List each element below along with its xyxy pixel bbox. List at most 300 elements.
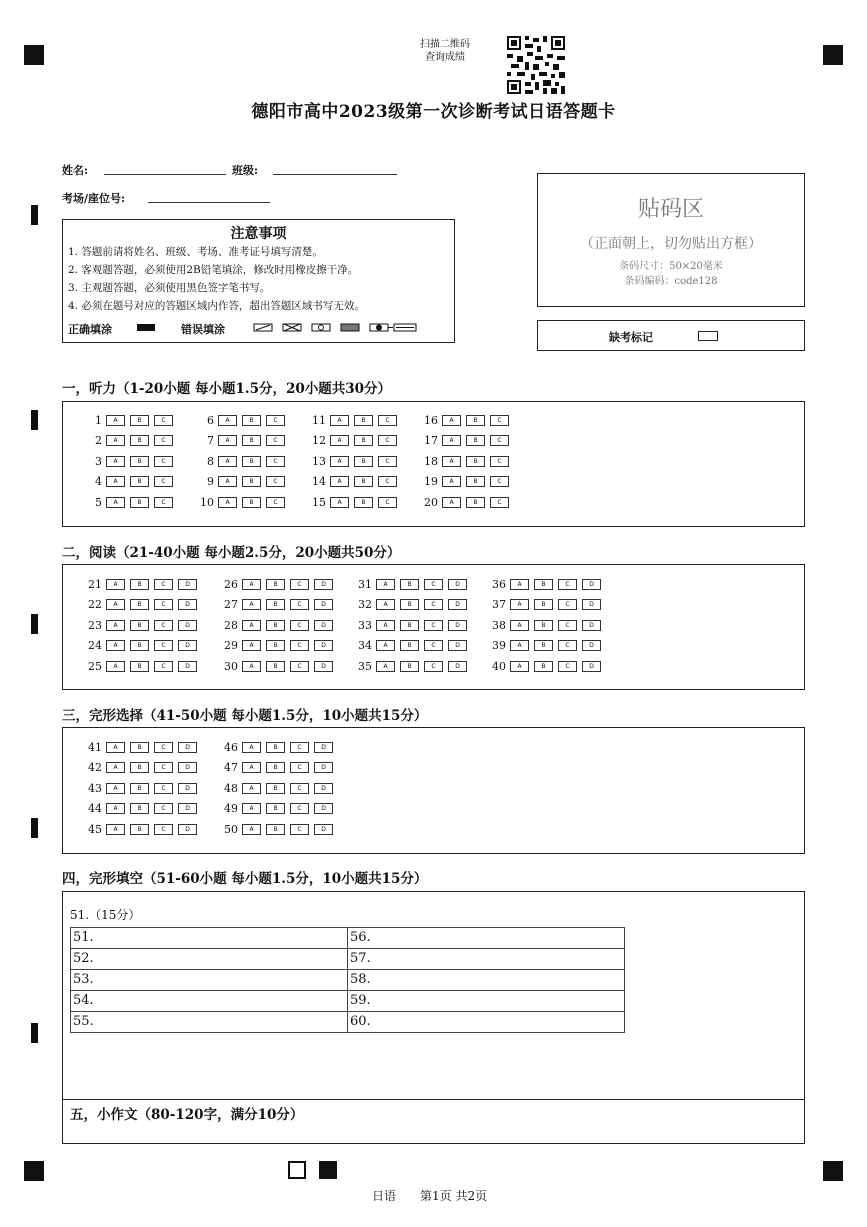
class-field[interactable]	[273, 174, 397, 175]
question-row	[482, 619, 606, 631]
answer-bubble-c[interactable]: C	[154, 456, 173, 467]
question-number: 12	[312, 434, 326, 448]
answer-bubble-b[interactable]: B	[534, 599, 553, 610]
question-row	[414, 476, 514, 488]
notice-line: 4. 必须在题号对应的答题区域内作答，超出答题区域书写无效。	[68, 300, 365, 312]
question-number: 43	[88, 781, 102, 795]
question-row	[482, 640, 606, 652]
absent-mark-box	[537, 320, 805, 351]
wrong-fill-label: 错误填涂	[181, 323, 225, 336]
answer-bubble-a[interactable]: A	[242, 762, 261, 773]
answer-bubble-a[interactable]: A	[442, 435, 461, 446]
answer-bubble-b[interactable]: B	[400, 640, 419, 651]
question-row	[302, 414, 402, 426]
answer-bubble-c[interactable]: C	[424, 599, 443, 610]
answer-bubble-d[interactable]: D	[178, 661, 197, 672]
question-row	[78, 619, 202, 631]
answer-bubble-a[interactable]: A	[510, 579, 529, 590]
answer-bubble-d[interactable]: D	[448, 620, 467, 631]
answer-bubble-d[interactable]: D	[582, 599, 601, 610]
answer-bubble-c[interactable]: C	[154, 824, 173, 835]
answer-bubble-c[interactable]: C	[266, 456, 285, 467]
question-number: 19	[424, 475, 438, 489]
question-row	[214, 782, 338, 794]
answer-bubble-b[interactable]: B	[354, 497, 373, 508]
answer-bubble-a[interactable]: A	[376, 661, 395, 672]
question-row	[414, 435, 514, 447]
answer-bubble-d[interactable]: D	[178, 824, 197, 835]
question-number: 44	[88, 802, 102, 816]
answer-bubble-b[interactable]: B	[354, 456, 373, 467]
fill-cell[interactable]: 52.	[71, 949, 348, 970]
answer-bubble-d[interactable]: D	[448, 579, 467, 590]
question-number: 47	[224, 761, 238, 775]
question-number: 25	[88, 659, 102, 673]
table-row	[71, 928, 625, 949]
answer-bubble-a[interactable]: A	[242, 661, 261, 672]
answer-bubble-c[interactable]: C	[290, 661, 309, 672]
answer-bubble-d[interactable]: D	[314, 824, 333, 835]
answer-bubble-c[interactable]: C	[378, 476, 397, 487]
answer-bubble-d[interactable]: D	[448, 661, 467, 672]
answer-bubble-b[interactable]: B	[466, 456, 485, 467]
answer-bubble-a[interactable]: A	[218, 456, 237, 467]
answer-bubble-b[interactable]: B	[130, 579, 149, 590]
question-number: 23	[88, 618, 102, 632]
answer-bubble-b[interactable]: B	[466, 435, 485, 446]
answer-bubble-c[interactable]: C	[558, 599, 577, 610]
answer-bubble-a[interactable]: A	[376, 579, 395, 590]
question-row	[482, 578, 606, 590]
sticker-size: 条码尺寸：50×20毫米	[619, 261, 723, 272]
question-number: 34	[358, 639, 372, 653]
answer-bubble-c[interactable]: C	[154, 435, 173, 446]
answer-bubble-a[interactable]: A	[106, 762, 125, 773]
answer-bubble-b[interactable]: B	[266, 599, 285, 610]
answer-bubble-c[interactable]: C	[154, 803, 173, 814]
question-row	[78, 455, 178, 467]
question-row	[190, 414, 290, 426]
answer-bubble-d[interactable]: D	[314, 762, 333, 773]
question-row	[214, 823, 338, 835]
answer-bubble-a[interactable]: A	[442, 476, 461, 487]
answer-bubble-a[interactable]: A	[242, 640, 261, 651]
answer-bubble-b[interactable]: B	[266, 783, 285, 794]
answer-bubble-a[interactable]: A	[510, 640, 529, 651]
answer-bubble-c[interactable]: C	[266, 497, 285, 508]
answer-bubble-c[interactable]: C	[490, 497, 509, 508]
answer-bubble-d[interactable]: D	[178, 803, 197, 814]
question-number: 3	[95, 454, 102, 468]
answer-bubble-a[interactable]: A	[106, 803, 125, 814]
answer-bubble-a[interactable]: A	[330, 456, 349, 467]
timing-mark	[31, 614, 38, 634]
answer-bubble-d[interactable]: D	[178, 579, 197, 590]
answer-bubble-d[interactable]: D	[178, 742, 197, 753]
answer-bubble-c[interactable]: C	[558, 640, 577, 651]
section-cloze-choice-title: 三，完形选择（41-50小题 每小题1.5分，10小题共15分）	[62, 708, 428, 724]
answer-bubble-b[interactable]: B	[534, 579, 553, 590]
answer-bubble-a[interactable]: A	[242, 824, 261, 835]
notice-line: 3. 主观题答题，必须使用黑色签字笔书写。	[68, 282, 271, 294]
answer-bubble-b[interactable]: B	[266, 579, 285, 590]
answer-bubble-d[interactable]: D	[314, 579, 333, 590]
answer-bubble-c[interactable]: C	[154, 497, 173, 508]
answer-bubble-c[interactable]: C	[290, 803, 309, 814]
answer-bubble-d[interactable]: D	[582, 661, 601, 672]
question-number: 45	[88, 822, 102, 836]
answer-bubble-a[interactable]: A	[106, 415, 125, 426]
answer-bubble-b[interactable]: B	[130, 456, 149, 467]
answer-bubble-b[interactable]: B	[354, 435, 373, 446]
answer-bubble-b[interactable]: B	[266, 762, 285, 773]
answer-bubble-c[interactable]: C	[290, 579, 309, 590]
answer-bubble-a[interactable]: A	[242, 620, 261, 631]
qr-code-icon	[507, 36, 565, 94]
answer-bubble-a[interactable]: A	[330, 476, 349, 487]
answer-bubble-a[interactable]: A	[106, 579, 125, 590]
answer-bubble-b[interactable]: B	[130, 640, 149, 651]
answer-bubble-a[interactable]: A	[242, 783, 261, 794]
answer-bubble-d[interactable]: D	[582, 579, 601, 590]
answer-bubble-a[interactable]: A	[510, 599, 529, 610]
answer-bubble-a[interactable]: A	[106, 783, 125, 794]
answer-bubble-b[interactable]: B	[400, 579, 419, 590]
answer-bubble-c[interactable]: C	[154, 742, 173, 753]
qr-caption	[405, 38, 485, 64]
section-cloze-fill-title: 四，完形填空（51-60小题 每小题1.5分，10小题共15分）	[62, 871, 428, 887]
question-number: 6	[207, 413, 214, 427]
answer-bubble-c[interactable]: C	[424, 579, 443, 590]
question-number: 18	[424, 454, 438, 468]
answer-bubble-c[interactable]: C	[154, 661, 173, 672]
question-row	[348, 599, 472, 611]
question-number: 36	[492, 577, 506, 591]
wrong-fill-samples-icon	[253, 323, 423, 333]
section-reading-title: 二，阅读（21-40小题 每小题2.5分，20小题共50分）	[62, 545, 401, 561]
answer-bubble-d[interactable]: D	[178, 783, 197, 794]
answer-bubble-b[interactable]: B	[242, 476, 261, 487]
answer-bubble-c[interactable]: C	[378, 435, 397, 446]
cloze-fill-header: 51.（15分）	[70, 908, 141, 922]
answer-bubble-a[interactable]: A	[218, 497, 237, 508]
answer-bubble-a[interactable]: A	[218, 415, 237, 426]
answer-bubble-a[interactable]: A	[106, 497, 125, 508]
question-row	[78, 660, 202, 672]
question-row	[214, 578, 338, 590]
answer-bubble-a[interactable]: A	[510, 661, 529, 672]
question-row	[78, 435, 178, 447]
sticker-subtitle: （正面朝上，切勿贴出方框）	[580, 236, 762, 252]
question-row	[78, 599, 202, 611]
question-number: 21	[88, 577, 102, 591]
timing-mark	[31, 410, 38, 430]
answer-bubble-a[interactable]: A	[442, 415, 461, 426]
answer-bubble-c[interactable]: C	[154, 599, 173, 610]
answer-bubble-d[interactable]: D	[178, 762, 197, 773]
answer-bubble-c[interactable]: C	[290, 824, 309, 835]
name-field[interactable]	[104, 174, 226, 175]
answer-bubble-a[interactable]: A	[106, 435, 125, 446]
question-row	[78, 640, 202, 652]
question-number: 1	[95, 413, 102, 427]
fill-cell[interactable]: 59.	[348, 991, 625, 1012]
answer-bubble-a[interactable]: A	[106, 640, 125, 651]
footer-subject: 日语	[372, 1189, 397, 1203]
question-row	[302, 455, 402, 467]
answer-bubble-b[interactable]: B	[130, 415, 149, 426]
answer-bubble-b[interactable]: B	[466, 476, 485, 487]
answer-bubble-b[interactable]: B	[266, 661, 285, 672]
answer-bubble-b[interactable]: B	[242, 497, 261, 508]
answer-bubble-d[interactable]: D	[178, 599, 197, 610]
question-row	[348, 640, 472, 652]
answer-bubble-c[interactable]: C	[490, 435, 509, 446]
fill-cell[interactable]: 53.	[71, 970, 348, 991]
answer-bubble-a[interactable]: A	[218, 476, 237, 487]
answer-bubble-a[interactable]: A	[242, 599, 261, 610]
question-row	[78, 823, 202, 835]
answer-bubble-c[interactable]: C	[558, 661, 577, 672]
answer-bubble-d[interactable]: D	[314, 640, 333, 651]
question-number: 27	[224, 598, 238, 612]
section-listening-title: 一，听力（1-20小题 每小题1.5分，20小题共30分）	[62, 381, 392, 397]
question-number: 13	[312, 454, 326, 468]
answer-bubble-a[interactable]: A	[376, 640, 395, 651]
answer-bubble-b[interactable]: B	[130, 599, 149, 610]
answer-bubble-a[interactable]: A	[218, 435, 237, 446]
answer-bubble-c[interactable]: C	[290, 783, 309, 794]
answer-bubble-c[interactable]: C	[378, 415, 397, 426]
fill-cell[interactable]: 60.	[348, 1012, 625, 1033]
answer-bubble-b[interactable]: B	[130, 497, 149, 508]
answer-bubble-b[interactable]: B	[266, 620, 285, 631]
answer-bubble-b[interactable]: B	[266, 742, 285, 753]
question-row	[414, 496, 514, 508]
answer-bubble-b[interactable]: B	[130, 824, 149, 835]
absent-mark-checkbox[interactable]	[698, 331, 718, 341]
answer-bubble-d[interactable]: D	[582, 640, 601, 651]
answer-bubble-a[interactable]: A	[376, 620, 395, 631]
answer-bubble-b[interactable]: B	[534, 620, 553, 631]
registration-mark-top-right	[823, 45, 843, 65]
question-number: 9	[207, 475, 214, 489]
answer-bubble-c[interactable]: C	[378, 456, 397, 467]
timing-mark	[31, 818, 38, 838]
answer-bubble-c[interactable]: C	[154, 783, 173, 794]
answer-bubble-c[interactable]: C	[154, 415, 173, 426]
answer-bubble-a[interactable]: A	[106, 824, 125, 835]
question-number: 20	[424, 495, 438, 509]
question-row	[214, 599, 338, 611]
answer-bubble-d[interactable]: D	[448, 640, 467, 651]
name-label: 姓名:	[62, 164, 89, 177]
answer-bubble-b[interactable]: B	[130, 742, 149, 753]
barcode-sticker-area	[537, 173, 805, 307]
answer-bubble-c[interactable]: C	[490, 415, 509, 426]
answer-bubble-b[interactable]: B	[130, 620, 149, 631]
registration-mark-bottom-right	[823, 1161, 843, 1181]
answer-bubble-c[interactable]: C	[290, 640, 309, 651]
answer-bubble-c[interactable]: C	[558, 579, 577, 590]
fill-cell[interactable]: 51.	[71, 928, 348, 949]
answer-bubble-c[interactable]: C	[378, 497, 397, 508]
answer-bubble-c[interactable]: C	[154, 476, 173, 487]
answer-bubble-c[interactable]: C	[490, 456, 509, 467]
answer-bubble-b[interactable]: B	[534, 661, 553, 672]
answer-bubble-c[interactable]: C	[290, 599, 309, 610]
answer-bubble-c[interactable]: C	[558, 620, 577, 631]
question-number: 4	[95, 475, 102, 489]
answer-bubble-d[interactable]: D	[178, 620, 197, 631]
answer-bubble-b[interactable]: B	[130, 661, 149, 672]
answer-bubble-b[interactable]: B	[130, 476, 149, 487]
question-number: 8	[207, 454, 214, 468]
answer-bubble-a[interactable]: A	[330, 435, 349, 446]
table-row	[71, 949, 625, 970]
answer-bubble-b[interactable]: B	[400, 599, 419, 610]
correct-fill-label: 正确填涂	[68, 323, 112, 336]
sticker-code: 条码编码：code128	[624, 276, 718, 287]
answer-bubble-d[interactable]: D	[314, 742, 333, 753]
question-row	[78, 803, 202, 815]
answer-bubble-b[interactable]: B	[266, 803, 285, 814]
answer-bubble-c[interactable]: C	[154, 579, 173, 590]
question-number: 46	[224, 740, 238, 754]
answer-bubble-b[interactable]: B	[130, 783, 149, 794]
answer-bubble-b[interactable]: B	[130, 803, 149, 814]
answer-bubble-b[interactable]: B	[354, 415, 373, 426]
question-row	[214, 640, 338, 652]
answer-bubble-a[interactable]: A	[330, 415, 349, 426]
answer-bubble-c[interactable]: C	[490, 476, 509, 487]
footer-page: 第1页 共2页	[420, 1189, 488, 1203]
table-row	[71, 1012, 625, 1033]
answer-bubble-d[interactable]: D	[314, 783, 333, 794]
answer-bubble-c[interactable]: C	[424, 620, 443, 631]
answer-bubble-b[interactable]: B	[466, 497, 485, 508]
answer-bubble-a[interactable]: A	[106, 661, 125, 672]
answer-bubble-a[interactable]: A	[106, 456, 125, 467]
answer-bubble-b[interactable]: B	[130, 762, 149, 773]
answer-bubble-a[interactable]: A	[242, 742, 261, 753]
answer-bubble-c[interactable]: C	[154, 620, 173, 631]
question-number: 29	[224, 639, 238, 653]
answer-bubble-b[interactable]: B	[242, 435, 261, 446]
page-indicator-filled-icon	[319, 1161, 337, 1179]
question-number: 37	[492, 598, 506, 612]
answer-bubble-a[interactable]: A	[242, 803, 261, 814]
answer-bubble-b[interactable]: B	[242, 415, 261, 426]
notice-box	[62, 219, 455, 343]
answer-bubble-c[interactable]: C	[290, 742, 309, 753]
question-row	[78, 762, 202, 774]
answer-bubble-b[interactable]: B	[266, 640, 285, 651]
fill-cell[interactable]: 57.	[348, 949, 625, 970]
answer-bubble-d[interactable]: D	[314, 803, 333, 814]
question-row	[214, 741, 338, 753]
answer-bubble-a[interactable]: A	[106, 742, 125, 753]
cloze-fill-table	[70, 927, 625, 1033]
registration-mark-top-left	[24, 45, 44, 65]
timing-mark	[31, 1023, 38, 1043]
answer-bubble-a[interactable]: A	[442, 497, 461, 508]
question-row	[214, 803, 338, 815]
answer-bubble-a[interactable]: A	[106, 599, 125, 610]
answer-bubble-a[interactable]: A	[376, 599, 395, 610]
answer-bubble-d[interactable]: D	[314, 661, 333, 672]
answer-bubble-c[interactable]: C	[266, 476, 285, 487]
question-row	[414, 455, 514, 467]
room-seat-label: 考场/座位号:	[62, 192, 126, 205]
question-number: 40	[492, 659, 506, 673]
answer-bubble-c[interactable]: C	[266, 415, 285, 426]
question-number: 7	[207, 434, 214, 448]
answer-bubble-d[interactable]: D	[314, 620, 333, 631]
answer-bubble-b[interactable]: B	[466, 415, 485, 426]
answer-bubble-b[interactable]: B	[354, 476, 373, 487]
answer-bubble-d[interactable]: D	[582, 620, 601, 631]
answer-bubble-d[interactable]: D	[314, 599, 333, 610]
answer-bubble-a[interactable]: A	[510, 620, 529, 631]
answer-bubble-b[interactable]: B	[266, 824, 285, 835]
question-row	[302, 476, 402, 488]
question-number: 30	[224, 659, 238, 673]
question-row	[214, 762, 338, 774]
section-writing-title: 五，小作文（80-120字，满分10分）	[70, 1107, 304, 1123]
question-number: 33	[358, 618, 372, 632]
answer-bubble-d[interactable]: D	[178, 640, 197, 651]
answer-bubble-c[interactable]: C	[154, 762, 173, 773]
answer-bubble-a[interactable]: A	[442, 456, 461, 467]
answer-bubble-d[interactable]: D	[448, 599, 467, 610]
answer-bubble-a[interactable]: A	[106, 620, 125, 631]
answer-bubble-b[interactable]: B	[242, 456, 261, 467]
question-number: 17	[424, 434, 438, 448]
question-row	[348, 578, 472, 590]
question-number: 32	[358, 598, 372, 612]
answer-bubble-b[interactable]: B	[400, 620, 419, 631]
timing-mark	[31, 205, 38, 225]
answer-bubble-a[interactable]: A	[106, 476, 125, 487]
fill-cell[interactable]: 56.	[348, 928, 625, 949]
question-row	[482, 599, 606, 611]
fill-cell[interactable]: 58.	[348, 970, 625, 991]
answer-bubble-c[interactable]: C	[266, 435, 285, 446]
answer-bubble-c[interactable]: C	[424, 640, 443, 651]
answer-bubble-a[interactable]: A	[330, 497, 349, 508]
class-label: 班级:	[232, 164, 259, 177]
question-number: 48	[224, 781, 238, 795]
answer-bubble-c[interactable]: C	[290, 620, 309, 631]
question-number: 22	[88, 598, 102, 612]
answer-bubble-c[interactable]: C	[290, 762, 309, 773]
answer-bubble-c[interactable]: C	[154, 640, 173, 651]
room-seat-field[interactable]	[148, 202, 270, 203]
fill-cell[interactable]: 54.	[71, 991, 348, 1012]
question-row	[302, 435, 402, 447]
question-row	[348, 619, 472, 631]
question-number: 35	[358, 659, 372, 673]
fill-cell[interactable]: 55.	[71, 1012, 348, 1033]
answer-bubble-b[interactable]: B	[130, 435, 149, 446]
answer-bubble-a[interactable]: A	[242, 579, 261, 590]
question-number: 11	[312, 413, 326, 427]
answer-bubble-b[interactable]: B	[534, 640, 553, 651]
answer-bubble-b[interactable]: B	[400, 661, 419, 672]
answer-bubble-c[interactable]: C	[424, 661, 443, 672]
question-row	[214, 619, 338, 631]
